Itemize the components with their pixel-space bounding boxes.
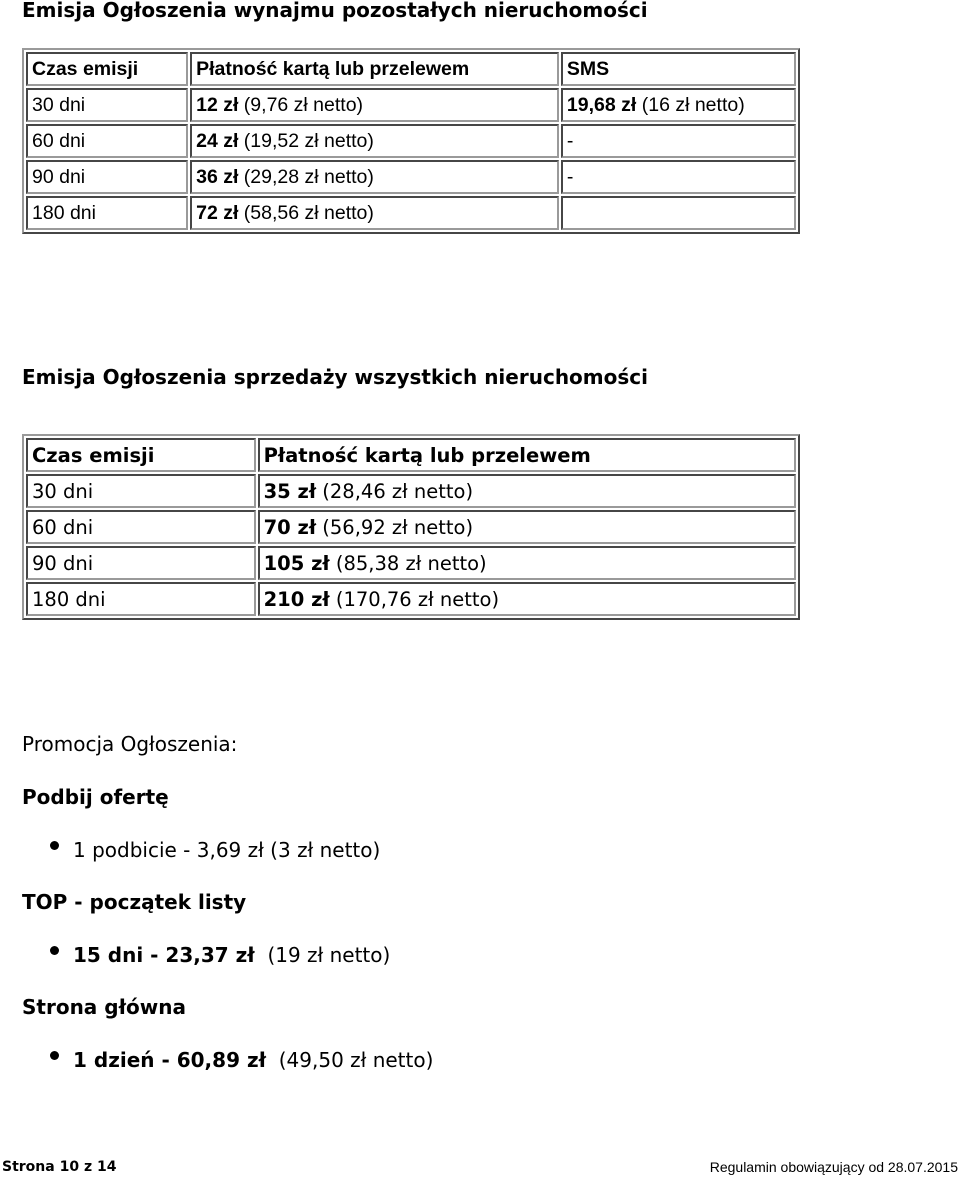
net-price: (170,76 zł netto) xyxy=(329,587,500,611)
home-item-net: (49,50 zł netto) xyxy=(278,1048,434,1072)
sms-price-cell xyxy=(561,196,796,230)
duration-cell: 180 dni xyxy=(26,196,188,230)
card-price-cell xyxy=(258,546,796,580)
homepage-title: Strona główna xyxy=(22,995,186,1019)
header-card-payment: Płatność kartą lub przelewem xyxy=(190,52,559,86)
net-price: (85,38 zł netto) xyxy=(329,551,487,575)
table-row xyxy=(26,160,796,194)
gross-price: 36 zł xyxy=(196,165,239,188)
duration-cell: 60 dni xyxy=(26,124,188,158)
sale-price-table xyxy=(22,434,800,620)
gross-price: 24 zł xyxy=(196,129,239,152)
gross-price: 35 zł xyxy=(263,479,317,503)
sms-price-cell xyxy=(561,124,796,158)
bullet-icon xyxy=(50,946,59,955)
net-price: - xyxy=(566,129,574,152)
list-item xyxy=(50,1048,433,1072)
net-price: (9,76 zł netto) xyxy=(238,93,364,116)
rental-price-table xyxy=(22,48,800,234)
list-item xyxy=(50,838,380,862)
duration-cell: 90 dni xyxy=(26,546,256,580)
net-price: (56,92 zł netto) xyxy=(316,515,474,539)
duration-cell: 60 dni xyxy=(26,510,256,544)
table-header-row xyxy=(26,52,796,86)
header-duration: Czas emisji xyxy=(26,438,256,472)
sms-price-cell xyxy=(561,160,796,194)
gross-price: 12 zł xyxy=(196,93,239,116)
net-price: (58,56 zł netto) xyxy=(238,201,374,224)
duration-cell: 30 dni xyxy=(26,88,188,122)
header-duration: Czas emisji xyxy=(26,52,188,86)
card-price-cell xyxy=(258,582,796,616)
bump-offer-title: Podbij ofertę xyxy=(22,785,169,809)
net-price: (19,52 zł netto) xyxy=(238,129,374,152)
net-price: (16 zł netto) xyxy=(636,93,745,116)
table-row xyxy=(26,88,796,122)
table-header-row xyxy=(26,438,796,472)
table-row xyxy=(26,546,796,580)
list-item xyxy=(50,943,390,967)
regulation-date: Regulamin obowiązujący od 28.07.2015 xyxy=(709,1159,958,1175)
card-price-cell xyxy=(190,88,559,122)
promotion-label: Promocja Ogłoszenia: xyxy=(22,732,238,756)
table-row xyxy=(26,196,796,230)
card-price-cell xyxy=(258,474,796,508)
top-listing-title: TOP - początek listy xyxy=(22,890,247,914)
net-price: (28,46 zł netto) xyxy=(316,479,474,503)
gross-price: 70 zł xyxy=(263,515,317,539)
card-price-cell xyxy=(258,510,796,544)
table-row xyxy=(26,582,796,616)
sale-section-title: Emisja Ogłoszenia sprzedaży wszystkich nieruchomości xyxy=(22,365,648,389)
page-number: Strona 10 z 14 xyxy=(2,1159,117,1175)
bullet-icon xyxy=(50,841,59,850)
gross-price: 72 zł xyxy=(196,201,239,224)
bullet-icon xyxy=(50,1051,59,1060)
gross-price: 105 zł xyxy=(263,551,330,575)
bump-item-text: 1 podbicie - 3,69 zł (3 zł netto) xyxy=(73,838,381,862)
net-price: - xyxy=(566,165,574,188)
card-price-cell xyxy=(190,196,559,230)
card-price-cell xyxy=(190,124,559,158)
header-sms: SMS xyxy=(561,52,796,86)
rental-section-title: Emisja Ogłoszenia wynajmu pozostałych nieruchomości xyxy=(22,0,648,22)
top-item-price: 15 dni - 23,37 zł xyxy=(73,943,255,967)
net-price: (29,28 zł netto) xyxy=(238,165,374,188)
home-item-price: 1 dzień - 60,89 zł xyxy=(73,1048,267,1072)
gross-price: 210 zł xyxy=(263,587,330,611)
top-item-net: (19 zł netto) xyxy=(267,943,391,967)
gross-price: 19,68 zł xyxy=(566,93,637,116)
sms-price-cell xyxy=(561,88,796,122)
duration-cell: 30 dni xyxy=(26,474,256,508)
duration-cell: 180 dni xyxy=(26,582,256,616)
card-price-cell xyxy=(190,160,559,194)
header-card-payment: Płatność kartą lub przelewem xyxy=(258,438,796,472)
duration-cell: 90 dni xyxy=(26,160,188,194)
table-row xyxy=(26,474,796,508)
table-row xyxy=(26,510,796,544)
table-row xyxy=(26,124,796,158)
